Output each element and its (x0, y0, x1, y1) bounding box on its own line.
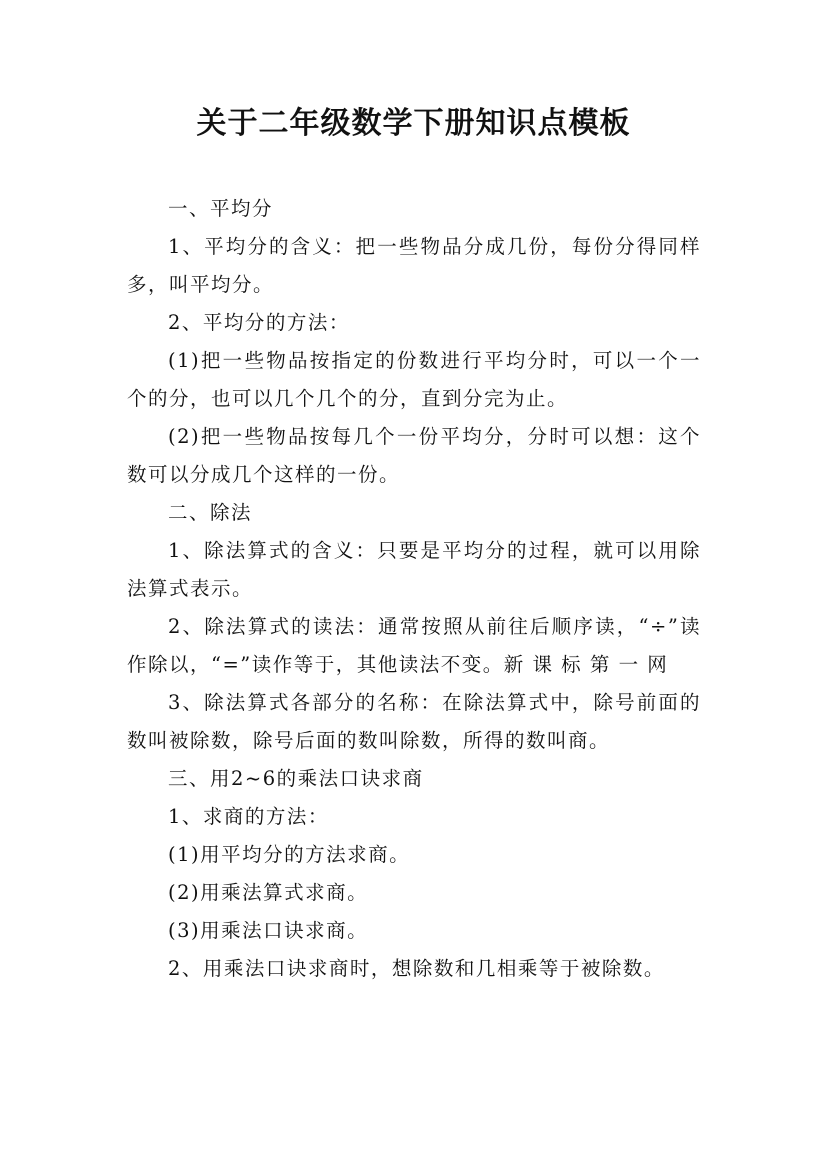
section-heading-3: 三、用2~6的乘法口诀求商 (168, 767, 424, 790)
paragraph: 2、平均分的方法： (168, 311, 350, 334)
document-body (127, 190, 701, 988)
section-heading-2: 二、除法 (168, 501, 253, 524)
document-title: 关于二年级数学下册知识点模板 (196, 106, 631, 141)
list-item: (2)用乘法算式求商。 (168, 881, 369, 904)
paragraph: 1、求商的方法： (168, 805, 329, 828)
section-heading-1: 一、平均分 (168, 197, 274, 220)
paragraph: 1、除法算式的含义：只要是平均分的过程，就可以用除法算式表示。 (127, 539, 701, 600)
paragraph: 3、除法算式各部分的名称：在除法算式中，除号前面的数叫被除数，除号后面的数叫除数，所得的数叫商。 (127, 691, 701, 752)
paragraph: 2、用乘法口诀求商时，想除数和几相乘等于被除数。 (168, 957, 665, 980)
paragraph: 2、除法算式的读法：通常按照从前往后顺序读，“÷”读作除以，“=”读作等于，其他读法不变。新 课 标 第 一 网 (127, 615, 701, 676)
paragraph: (1)把一些物品按指定的份数进行平均分时，可以一个一个的分，也可以几个几个的分，直到分完为止。 (127, 349, 701, 410)
paragraph: 1、平均分的含义：把一些物品分成几份，每份分得同样多，叫平均分。 (127, 235, 701, 296)
paragraph: (2)把一些物品按每几个一份平均分，分时可以想：这个数可以分成几个这样的一份。 (127, 425, 701, 486)
list-item: (3)用乘法口诀求商。 (168, 919, 369, 942)
list-item: (1)用平均分的方法求商。 (168, 843, 411, 866)
